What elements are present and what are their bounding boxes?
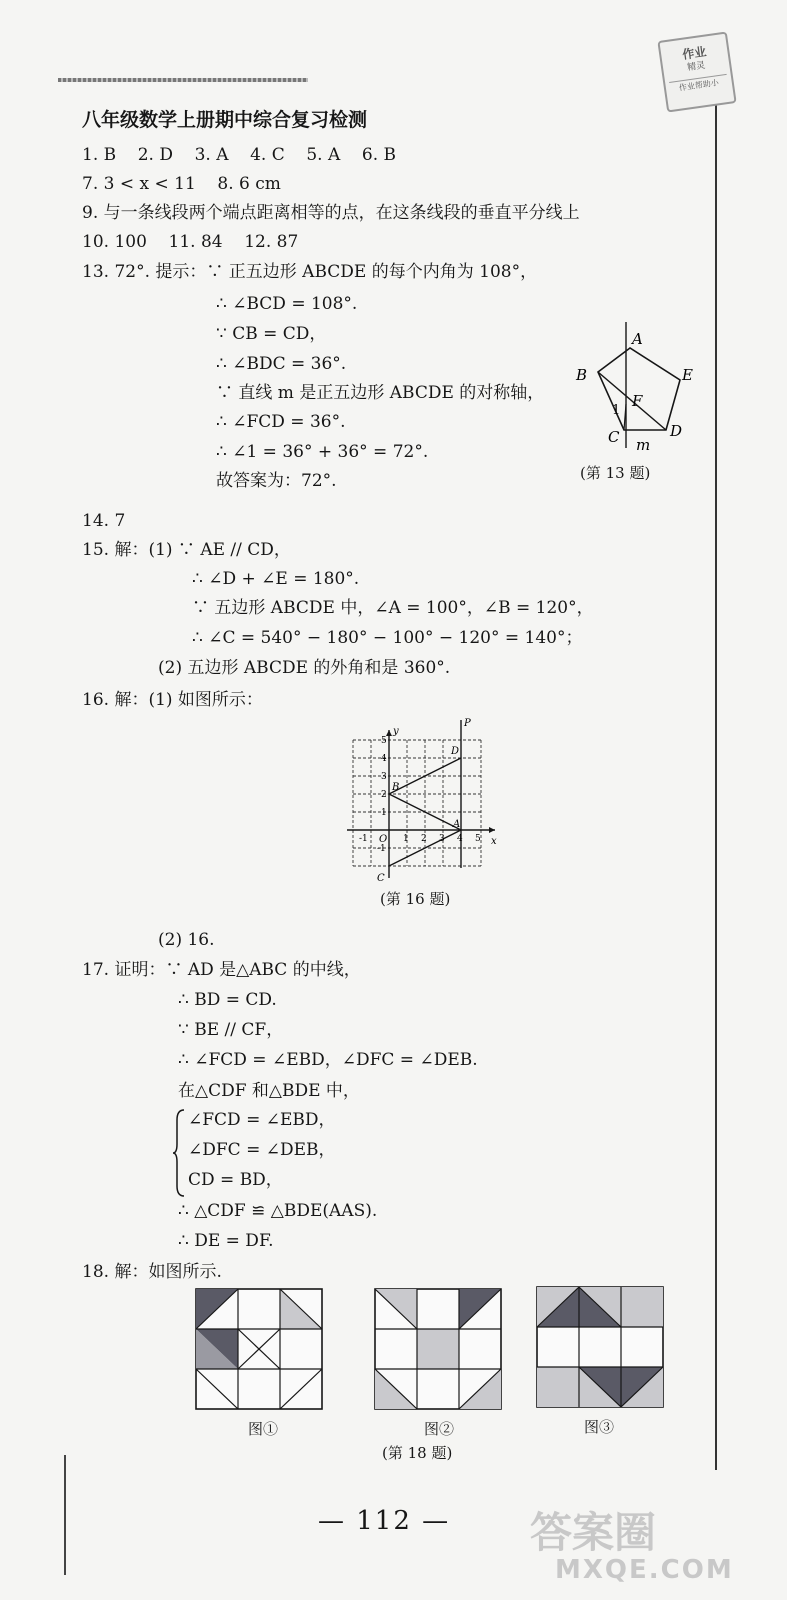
figure-18-1 xyxy=(195,1288,325,1412)
y-tick-3: 3 xyxy=(381,772,387,782)
label-p: P xyxy=(464,718,471,729)
figure-18-label-1: 图① xyxy=(248,1420,279,1438)
figure-13-caption: (第 13 题) xyxy=(580,464,651,482)
figure-16-caption: (第 16 题) xyxy=(380,890,451,908)
label-c16: C xyxy=(377,873,385,884)
dashed-grid xyxy=(353,740,481,866)
label-c: C xyxy=(608,428,620,446)
shade-2c xyxy=(417,1329,459,1369)
corner-stamp xyxy=(657,31,736,112)
answer-line-29: ∴ △CDF ≌ △BDE(AAS). xyxy=(178,1201,378,1221)
answer-line-15: ∴ ∠D + ∠E = 180°. xyxy=(192,569,360,589)
answer-line-24: ∴ ∠FCD = ∠EBD，∠DFC = ∠DEB. xyxy=(178,1050,478,1070)
answer-line-14: 15. 解：(1) ∵ AE // CD， xyxy=(82,540,291,560)
figure-18-2 xyxy=(374,1288,504,1412)
label-b16: B xyxy=(392,782,400,793)
y-tick-2: 2 xyxy=(381,790,387,800)
y-tick-1: 1 xyxy=(381,808,387,818)
label-d16: D xyxy=(451,746,460,757)
answer-line-5: 13. 72°. 提示：∵ 正五边形 ABCDE 的每个内角为 108°， xyxy=(82,262,538,282)
answer-line-1: 1. B 2. D 3. A 4. C 5. A 6. B xyxy=(82,145,396,165)
x-tick-minus1: -1 xyxy=(359,834,368,844)
answer-line-16: ∵ 五边形 ABCDE 中，∠A = 100°，∠B = 120°， xyxy=(192,598,594,618)
answer-line-28: CD = BD， xyxy=(188,1170,283,1190)
answer-line-9: ∵ 直线 m 是正五边形 ABCDE 的对称轴， xyxy=(216,383,545,403)
label-b: B xyxy=(576,366,588,384)
x-axis-arrow xyxy=(489,827,495,833)
stamp-line-3: 作业帮助小 xyxy=(669,74,729,97)
answer-line-26: ∠FCD = ∠EBD， xyxy=(188,1110,336,1130)
answer-line-6: ∴ ∠BCD = 108°. xyxy=(216,294,358,314)
x-tick-2: 2 xyxy=(421,834,427,844)
answer-line-27: ∠DFC = ∠DEB， xyxy=(188,1140,336,1160)
watermark-logo: 答案圈 xyxy=(530,1508,657,1557)
answer-line-19: 16. 解：(1) 如图所示： xyxy=(82,690,263,710)
label-angle-1: 1 xyxy=(612,403,621,418)
top-dotted-rule xyxy=(58,78,308,82)
stamp-line-2: 精灵 xyxy=(686,60,706,74)
stamp-line-1: 作业 xyxy=(681,44,708,62)
label-y: y xyxy=(393,726,399,737)
answer-line-22: ∴ BD = CD. xyxy=(178,990,277,1010)
label-d: D xyxy=(670,422,683,440)
label-m: m xyxy=(636,436,651,454)
answer-line-23: ∵ BE // CF， xyxy=(178,1020,284,1040)
answer-line-12: 故答案为：72°. xyxy=(216,471,337,491)
y-axis-arrow xyxy=(386,730,392,736)
figure-16-grid xyxy=(345,718,505,886)
answer-line-2: 7. 3 < x < 11 8. 6 cm xyxy=(82,174,281,194)
answer-line-18: (2) 五边形 ABCDE 的外角和是 360°. xyxy=(158,658,451,678)
label-a16: A xyxy=(453,819,461,830)
answer-line-31: 18. 解：如图所示. xyxy=(82,1262,222,1282)
answer-line-25: 在△CDF 和△BDE 中， xyxy=(178,1081,360,1101)
label-f: F xyxy=(632,392,643,410)
answer-line-3: 9. 与一条线段两个端点距离相等的点，在这条线段的垂直平分线上 xyxy=(82,203,580,223)
answer-line-4: 10. 100 11. 84 12. 87 xyxy=(82,232,299,252)
figure-18-caption: (第 18 题) xyxy=(382,1444,453,1462)
figure-18-label-3: 图③ xyxy=(584,1418,615,1436)
figure-18-3 xyxy=(536,1286,666,1410)
label-x: x xyxy=(491,836,497,847)
answer-line-30: ∴ DE = DF. xyxy=(178,1231,274,1251)
x-tick-3: 3 xyxy=(439,834,445,844)
answer-line-10: ∴ ∠FCD = 36°. xyxy=(216,412,346,432)
watermark-url: MXQE.COM xyxy=(555,1555,734,1585)
page-title: 八年级数学上册期中综合复习检测 xyxy=(82,109,368,131)
label-origin: O xyxy=(379,834,388,845)
label-a: A xyxy=(632,330,643,348)
y-tick-5: 5 xyxy=(381,736,387,746)
left-margin-rule xyxy=(64,1455,66,1575)
answer-line-7: ∵ CB = CD， xyxy=(216,324,327,344)
answer-line-20: (2) 16. xyxy=(158,930,215,950)
y-tick-minus1: -1 xyxy=(377,844,386,854)
answer-line-21: 17. 证明：∵ AD 是△ABC 的中线， xyxy=(82,960,361,980)
x-tick-labels xyxy=(359,834,481,844)
answer-line-13: 14. 7 xyxy=(82,511,126,531)
answer-line-17: ∴ ∠C = 540° − 180° − 100° − 120° = 140°； xyxy=(192,628,583,648)
system-brace xyxy=(172,1108,186,1198)
figure-18-label-2: 图② xyxy=(424,1420,455,1438)
x-tick-5: 5 xyxy=(475,834,481,844)
x-tick-1: 1 xyxy=(403,834,409,844)
page-number: — 112 — xyxy=(318,1506,451,1536)
right-margin-rule xyxy=(715,100,717,1470)
x-tick-4: 4 xyxy=(457,834,463,844)
y-tick-4: 4 xyxy=(381,754,387,764)
answer-line-8: ∴ ∠BDC = 36°. xyxy=(216,354,347,374)
label-e: E xyxy=(682,366,693,384)
answer-line-11: ∴ ∠1 = 36° + 36° = 72°. xyxy=(216,442,429,462)
pentagon-outline xyxy=(598,348,680,430)
